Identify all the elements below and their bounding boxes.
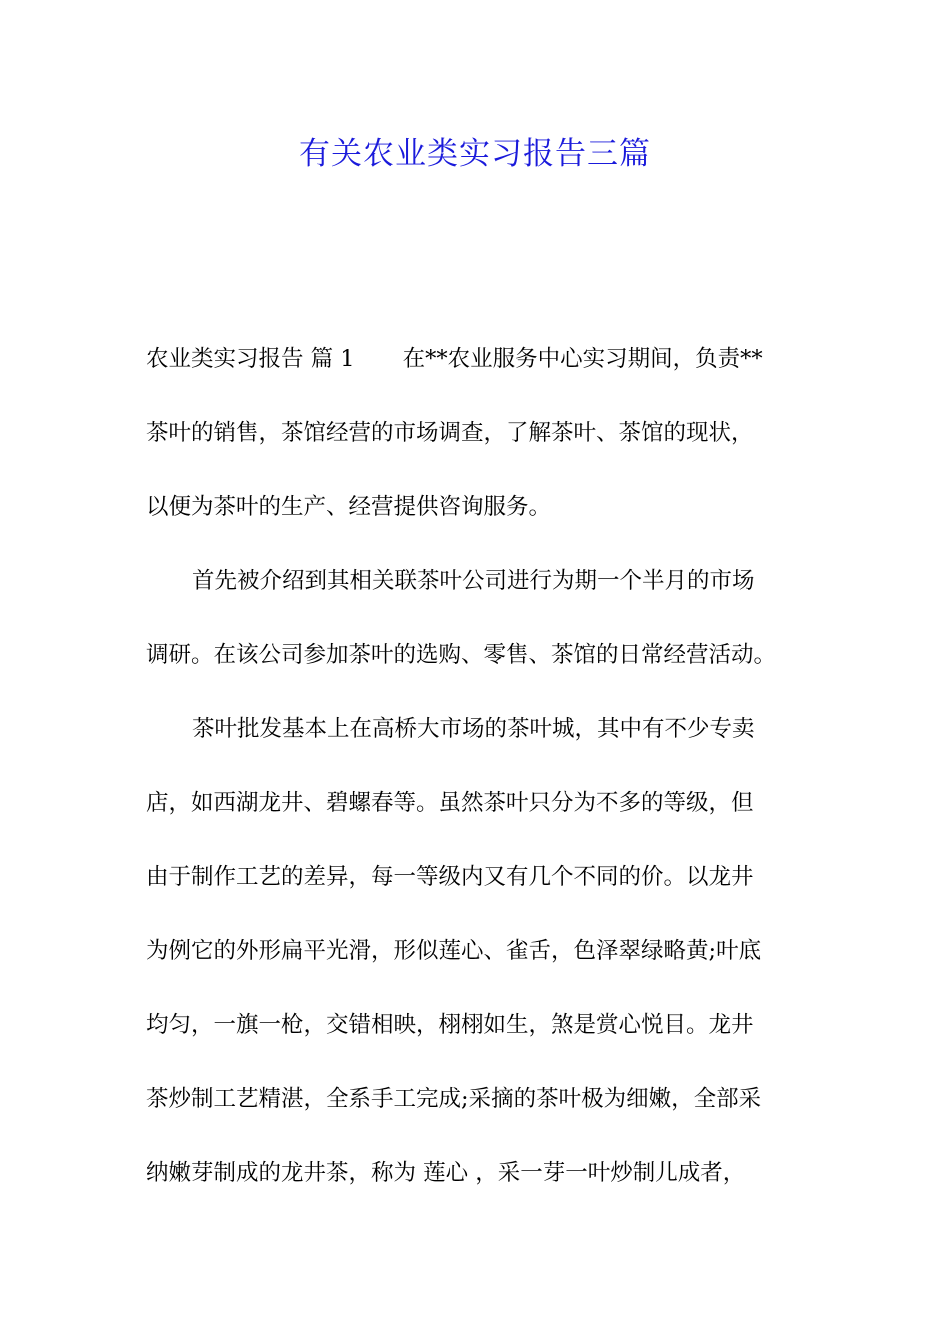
text-line: 茶炒制工艺精湛，全系手工完成;采摘的茶叶极为细嫩，全部采 [146, 1086, 762, 1112]
text-line: 茶叶的销售，茶馆经营的市场调查，了解茶叶、茶馆的现状， [146, 420, 754, 446]
section-heading: 农业类实习报告 篇 1 [146, 346, 355, 372]
text-line: 均匀，一旗一枪，交错相映，栩栩如生，煞是赏心悦目。龙井 [146, 1012, 754, 1038]
text-line: 为例它的外形扁平光滑，形似莲心、雀舌，色泽翠绿略黄;叶底 [146, 938, 762, 964]
paragraph-text: 在**农业服务中心实习期间，负责** [402, 346, 763, 372]
text-line: 纳嫩芽制成的龙井茶，称为 莲心 ，采一芽一叶炒制儿成者， [146, 1160, 746, 1186]
text-line: 店，如西湖龙井、碧螺春等。虽然茶叶只分为不多的等级，但 [146, 790, 754, 816]
text-line: 由于制作工艺的差异，每一等级内又有几个不同的价。以龙井 [146, 864, 754, 890]
text-line: 首先被介绍到其相关联茶叶公司进行为期一个半月的市场 [192, 568, 755, 594]
text-line [146, 322, 810, 396]
document-body [146, 322, 810, 1210]
document-title: 有关农业类实习报告三篇 [299, 136, 651, 172]
text-line: 茶叶批发基本上在高桥大市场的茶叶城，其中有不少专卖 [192, 716, 755, 742]
text-line: 调研。在该公司参加茶叶的选购、零售、茶馆的日常经营活动。 [146, 642, 777, 668]
text-line: 以便为茶叶的生产、经营提供咨询服务。 [146, 494, 552, 520]
